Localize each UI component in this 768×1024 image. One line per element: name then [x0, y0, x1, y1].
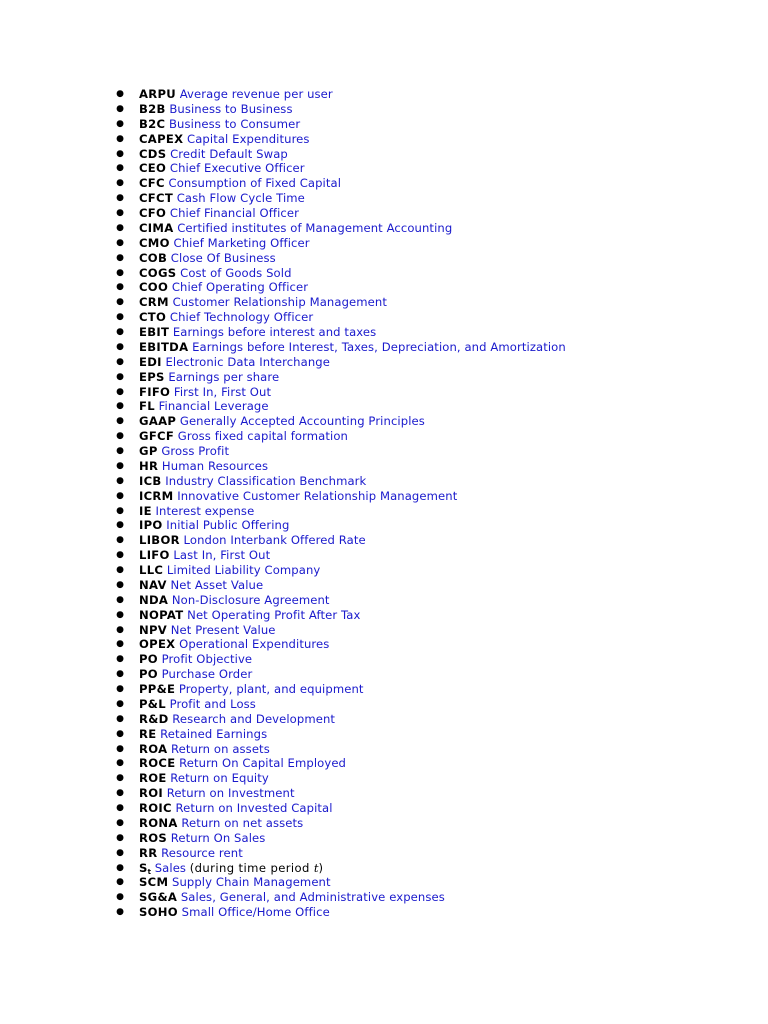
acronym-definition-link[interactable]: Earnings before interest and taxes: [172, 325, 377, 339]
acronym-definition-link[interactable]: Average revenue per user: [179, 87, 333, 101]
acronym-abbreviation: ROCE: [139, 756, 176, 771]
acronym-entry: [139, 147, 288, 162]
acronym-item: [114, 875, 754, 890]
acronym-item: [114, 637, 754, 652]
acronym-item: [114, 399, 754, 414]
acronym-definition-link[interactable]: Business to Business: [169, 101, 293, 116]
acronym-abbreviation: CTO: [139, 310, 167, 325]
acronym-abbreviation: PP&E: [139, 682, 176, 696]
acronym-item: [114, 147, 754, 162]
acronym-entry: [139, 801, 333, 816]
acronym-item: [114, 266, 754, 281]
bullet-icon: ●: [116, 728, 124, 739]
bullet-icon: ●: [116, 773, 124, 784]
acronym-item: [114, 251, 754, 266]
acronym-definition-link[interactable]: Last In, First Out: [173, 548, 271, 563]
bullet-icon: ●: [116, 222, 124, 233]
acronym-abbreviation: NOPAT: [139, 607, 184, 622]
acronym-definition-link[interactable]: Return on net assets: [181, 815, 304, 830]
acronym-abbreviation: RE: [139, 726, 157, 741]
acronym-definition-link[interactable]: Sales: [154, 860, 187, 875]
acronym-item: [114, 682, 754, 697]
bullet-icon: ●: [116, 237, 124, 248]
acronym-abbreviation: CFCT: [139, 191, 174, 206]
acronym-abbreviation: LIFO: [139, 548, 170, 563]
acronym-suffix: (during time period: [189, 860, 314, 875]
bullet-icon: ●: [116, 118, 124, 129]
bullet-icon: ●: [116, 446, 124, 456]
acronym-definition-link[interactable]: Resource rent: [161, 845, 243, 860]
bullet-icon: ●: [116, 654, 124, 665]
acronym-abbreviation: PO: [139, 667, 158, 682]
acronym-item: [114, 623, 754, 638]
acronym-entry: [139, 459, 268, 474]
acronym-abbreviation: FL: [139, 399, 155, 414]
acronym-abbreviation: HR: [139, 458, 159, 473]
acronym-abbreviation: CAPEX: [139, 131, 184, 146]
acronym-definition-link[interactable]: Net Operating Profit After Tax: [187, 607, 361, 622]
bullet-icon: ●: [116, 267, 124, 278]
acronym-abbreviation: ROIC: [139, 801, 172, 815]
acronym-entry: [139, 831, 265, 846]
acronym-item: [114, 548, 754, 563]
bullet-icon: ●: [116, 89, 124, 99]
acronym-abbreviation: COO: [139, 280, 169, 295]
acronym-definition-link[interactable]: Initial Public Offering: [166, 518, 290, 533]
acronym-item: [114, 474, 754, 489]
acronym-entry: [139, 191, 305, 206]
acronym-item: [114, 861, 754, 876]
acronym-definition-link[interactable]: Return On Sales: [170, 830, 266, 845]
acronym-entry: [139, 712, 335, 727]
acronym-entry: [139, 132, 310, 147]
acronym-definition-link[interactable]: London Interbank Offered Rate: [183, 533, 366, 548]
acronym-definition-link[interactable]: Purchase Order: [161, 667, 253, 682]
bullet-icon: ●: [116, 684, 124, 694]
acronym-item: [114, 742, 754, 757]
bullet-icon: ●: [116, 297, 124, 308]
acronym-abbreviation: COGS: [139, 265, 177, 280]
acronym-abbreviation: NDA: [139, 592, 169, 607]
acronym-definition-link[interactable]: Chief Marketing Officer: [173, 235, 310, 250]
acronym-abbreviation: CEO: [139, 161, 167, 176]
bullet-icon: ●: [116, 847, 124, 858]
acronym-entry: [139, 593, 330, 608]
acronym-entry: [139, 875, 331, 890]
acronym-definition-link[interactable]: Customer Relationship Management: [172, 295, 387, 310]
acronym-abbreviation: SOHO: [139, 905, 178, 920]
acronym-definition-link[interactable]: Profit Objective: [161, 652, 253, 667]
acronym-definition-link[interactable]: Small Office/Home Office: [181, 905, 330, 920]
acronym-entry: [139, 667, 252, 682]
acronym-definition-link[interactable]: Chief Executive Officer: [169, 161, 305, 176]
acronym-abbreviation: B2B: [139, 101, 166, 116]
bullet-icon: ●: [116, 817, 124, 828]
bullet-icon: ●: [116, 431, 124, 442]
acronym-item: [114, 816, 754, 831]
acronym-abbreviation: OPEX: [139, 637, 176, 652]
acronym-abbreviation: ROE: [139, 771, 167, 786]
bullet-icon: ●: [116, 148, 124, 159]
acronym-item: [114, 355, 754, 370]
acronym-item: [114, 280, 754, 295]
acronym-entry: [139, 176, 341, 191]
acronym-definition-link[interactable]: Retained Earnings: [160, 726, 268, 741]
acronym-item: [114, 786, 754, 801]
bullet-icon: ●: [116, 208, 124, 218]
acronym-abbreviation: EBIT: [139, 325, 170, 339]
acronym-item: [114, 295, 754, 310]
acronym-item: [114, 385, 754, 400]
acronym-item: [114, 905, 754, 920]
acronym-definition-link[interactable]: Cost of Goods Sold: [180, 265, 292, 280]
acronym-definition-link[interactable]: Capital Expenditures: [187, 131, 310, 146]
bullet-icon: ●: [116, 832, 124, 843]
acronym-entry: [139, 429, 348, 444]
acronym-item: [114, 563, 754, 578]
bullet-icon: ●: [116, 565, 124, 575]
bullet-icon: ●: [116, 386, 124, 397]
acronym-item: [114, 489, 754, 504]
acronym-abbreviation: PO: [139, 652, 158, 667]
acronym-entry: [139, 221, 452, 236]
acronym-definition-link[interactable]: Limited Liability Company: [166, 563, 321, 577]
bullet-icon: ●: [116, 862, 124, 873]
acronym-item: [114, 504, 754, 519]
bullet-icon: ●: [116, 163, 124, 174]
acronym-entry: [139, 370, 279, 385]
acronym-definition-link[interactable]: Chief Technology Officer: [169, 310, 314, 325]
bullet-icon: ●: [116, 907, 124, 918]
acronym-item: [114, 87, 754, 102]
bullet-icon: ●: [116, 520, 124, 531]
acronym-entry: [139, 87, 333, 102]
bullet-icon: ●: [116, 178, 124, 189]
acronym-abbreviation: IE: [139, 503, 152, 518]
acronym-definition-link[interactable]: Return On Capital Employed: [179, 756, 347, 771]
bullet-icon: ●: [116, 743, 124, 754]
acronym-entry: [139, 280, 308, 295]
acronym-abbreviation: ICRM: [139, 488, 174, 503]
bullet-icon: ●: [116, 594, 124, 605]
bullet-icon: ●: [116, 579, 124, 590]
bullet-icon: ●: [116, 401, 124, 412]
acronym-item: [114, 801, 754, 816]
bullet-icon: ●: [116, 312, 124, 323]
bullet-icon: ●: [116, 252, 124, 263]
acronym-abbreviation: RR: [139, 845, 158, 860]
acronym-entry: [139, 786, 295, 801]
acronym-entry: [139, 117, 300, 132]
acronym-abbreviation: ICB: [139, 473, 162, 488]
acronym-entry: [139, 385, 271, 400]
acronym-abbreviation: S: [139, 860, 148, 875]
acronym-item: [114, 712, 754, 727]
acronym-item: [114, 414, 754, 429]
acronym-definition-link[interactable]: Property, plant, and equipment: [178, 682, 364, 696]
bullet-icon: ●: [116, 475, 124, 486]
acronym-item: [114, 161, 754, 176]
acronym-definition-link[interactable]: Chief Financial Officer: [169, 206, 299, 220]
acronym-definition-link[interactable]: First In, First Out: [173, 384, 272, 399]
bullet-icon: ●: [116, 609, 124, 620]
acronym-abbreviation: SG&A: [139, 890, 178, 905]
acronym-definition-link[interactable]: Industry Classification Benchmark: [165, 473, 367, 488]
acronym-definition-link[interactable]: Consumption of Fixed Capital: [168, 176, 342, 191]
acronym-abbreviation: CMO: [139, 235, 170, 250]
acronym-item: [114, 697, 754, 712]
acronym-abbreviation: CFC: [139, 176, 165, 191]
acronym-item: [114, 325, 754, 340]
bullet-icon: ●: [116, 713, 124, 724]
acronym-item: [114, 890, 754, 905]
acronym-entry: [139, 444, 229, 459]
acronym-definition-link[interactable]: Cash Flow Cycle Time: [176, 191, 305, 206]
acronym-entry: [139, 414, 425, 429]
acronym-abbreviation: CIMA: [139, 220, 174, 235]
bullet-icon: ●: [116, 282, 124, 293]
acronym-definition-link[interactable]: Net Present Value: [170, 622, 276, 637]
bullet-icon: ●: [116, 416, 124, 427]
bullet-icon: ●: [116, 758, 124, 769]
acronym-subscript: t: [147, 867, 152, 876]
acronym-entry: [139, 340, 566, 355]
acronym-entry: [139, 727, 267, 742]
acronym-item: [114, 206, 754, 221]
acronym-entry: [139, 756, 346, 771]
acronym-abbreviation: RONA: [139, 815, 178, 830]
acronym-definition-link[interactable]: Chief Operating Officer: [171, 280, 309, 295]
acronym-definition-link[interactable]: Business to Consumer: [169, 116, 301, 131]
acronym-definition-link[interactable]: Generally Accepted Accounting Principles: [179, 414, 425, 429]
acronym-abbreviation: CFO: [139, 206, 167, 220]
acronym-definition-link[interactable]: Return on Equity: [170, 771, 269, 786]
acronym-abbreviation: CRM: [139, 295, 169, 310]
acronym-entry: [139, 206, 299, 221]
acronym-abbreviation: FIFO: [139, 384, 171, 399]
acronym-entry: [139, 251, 276, 266]
acronym-entry: [139, 295, 387, 310]
acronym-entry: [139, 890, 445, 905]
acronym-abbreviation: SCM: [139, 875, 169, 890]
bullet-icon: ●: [116, 639, 124, 650]
acronym-suffix-variable: t: [313, 860, 319, 875]
bullet-icon: ●: [116, 103, 124, 114]
acronym-abbreviation: GP: [139, 444, 158, 458]
acronym-definition-link[interactable]: Earnings per share: [168, 369, 280, 384]
acronym-definition-link[interactable]: Research and Development: [172, 711, 336, 726]
acronym-entry: [139, 608, 360, 623]
acronym-definition-link[interactable]: Sales, General, and Administrative expenses: [180, 890, 445, 905]
bullet-icon: ●: [116, 133, 124, 144]
acronym-item: [114, 459, 754, 474]
acronym-abbreviation: B2C: [139, 116, 166, 131]
acronym-entry: [139, 489, 457, 504]
acronym-definition-link[interactable]: Human Resources: [161, 458, 269, 473]
acronym-item: [114, 444, 754, 459]
acronym-definition-link[interactable]: Innovative Customer Relationship Management: [177, 488, 458, 503]
bullet-icon: ●: [116, 505, 124, 516]
acronym-definition-link[interactable]: Supply Chain Management: [171, 875, 331, 890]
acronym-entry: [139, 548, 270, 563]
bullet-icon: ●: [116, 535, 124, 546]
acronym-item: [114, 593, 754, 608]
acronym-entry: [139, 771, 269, 786]
acronym-entry: [139, 518, 289, 533]
acronym-abbreviation: NAV: [139, 577, 167, 592]
acronym-item: [114, 667, 754, 682]
bullet-icon: ●: [116, 490, 124, 501]
acronym-entry: [139, 355, 330, 370]
acronym-suffix-end: ): [318, 860, 324, 875]
acronym-abbreviation: COB: [139, 250, 168, 265]
acronym-item: [114, 340, 754, 355]
acronym-abbreviation: GAAP: [139, 414, 177, 429]
acronym-abbreviation: ROA: [139, 741, 168, 756]
acronym-definition-link[interactable]: Return on Invested Capital: [175, 801, 333, 815]
acronym-definition-link[interactable]: Interest expense: [155, 503, 255, 518]
bullet-icon: ●: [116, 327, 124, 337]
acronym-abbreviation: GFCF: [139, 429, 175, 444]
acronym-item: [114, 756, 754, 771]
acronym-definition-link[interactable]: Financial Leverage: [158, 399, 269, 414]
bullet-icon: ●: [116, 356, 124, 367]
acronym-definition-link[interactable]: Operational Expenditures: [179, 637, 330, 652]
acronym-definition-link[interactable]: Earnings before Interest, Taxes, Depreciation, and Amortization: [192, 339, 566, 354]
acronym-definition-link[interactable]: Return on Investment: [166, 786, 295, 801]
acronym-entry: [139, 742, 270, 757]
acronym-definition-link[interactable]: Credit Default Swap: [170, 146, 288, 161]
acronym-entry: [139, 474, 366, 489]
acronym-entry: [139, 637, 329, 652]
bullet-icon: ●: [116, 193, 124, 204]
bullet-icon: ●: [116, 877, 124, 888]
acronym-item: [114, 578, 754, 593]
acronym-abbreviation: NPV: [139, 622, 168, 637]
acronym-entry: [139, 161, 305, 176]
acronym-item: [114, 846, 754, 861]
acronym-entry: [139, 504, 254, 519]
acronym-definition-link[interactable]: Gross Profit: [161, 444, 230, 458]
acronym-entry: [139, 846, 243, 861]
acronym-abbreviation: EPS: [139, 369, 165, 384]
acronym-definition-link[interactable]: Electronic Data Interchange: [165, 354, 330, 369]
acronym-entry: [139, 623, 276, 638]
acronym-item: [114, 771, 754, 786]
acronym-item: [114, 176, 754, 191]
acronym-item: [114, 831, 754, 846]
acronym-item: [114, 518, 754, 533]
acronym-item: [114, 533, 754, 548]
acronym-item: [114, 727, 754, 742]
acronym-item: [114, 102, 754, 117]
bullet-icon: ●: [116, 371, 124, 382]
bullet-icon: ●: [116, 803, 124, 813]
acronym-entry: [139, 578, 263, 593]
acronym-item: [114, 310, 754, 325]
acronym-item: [114, 117, 754, 132]
acronym-definition-link[interactable]: Gross fixed capital formation: [177, 429, 348, 444]
acronym-abbreviation: R&D: [139, 711, 169, 726]
acronym-abbreviation: ARPU: [139, 87, 177, 101]
acronym-definition-link[interactable]: Close Of Business: [170, 250, 276, 265]
bullet-icon: ●: [116, 698, 124, 709]
acronym-entry: [139, 310, 313, 325]
acronym-abbreviation: EBITDA: [139, 339, 189, 354]
acronym-entry: [139, 682, 364, 697]
acronym-item: [114, 221, 754, 236]
acronym-abbreviation: P&L: [139, 696, 166, 711]
acronym-entry: [139, 563, 320, 578]
bullet-icon: ●: [116, 669, 124, 680]
acronym-abbreviation: ROS: [139, 830, 168, 845]
bullet-icon: ●: [116, 788, 124, 799]
acronym-abbreviation: LLC: [139, 563, 164, 577]
acronym-definition-link[interactable]: Return on assets: [171, 741, 270, 756]
acronym-abbreviation: EDI: [139, 354, 162, 369]
acronym-abbreviation: IPO: [139, 518, 163, 533]
acronym-item: [114, 370, 754, 385]
acronym-abbreviation: LIBOR: [139, 533, 180, 548]
acronym-definition-link[interactable]: Net Asset Value: [170, 577, 264, 592]
acronym-entry: [139, 266, 292, 281]
acronym-entry: [139, 652, 252, 667]
acronym-item: [114, 132, 754, 147]
bullet-icon: ●: [116, 624, 124, 635]
acronym-entry: [139, 533, 366, 548]
acronym-item: [114, 608, 754, 623]
acronym-item: [114, 652, 754, 667]
acronym-item: [114, 191, 754, 206]
acronym-entry: [139, 102, 293, 117]
acronym-definition-link[interactable]: Certified institutes of Management Accounting: [177, 220, 453, 235]
acronym-definition-link[interactable]: Non-Disclosure Agreement: [171, 592, 330, 607]
acronym-entry: [139, 905, 330, 920]
acronym-item: [114, 236, 754, 251]
acronym-definition-link[interactable]: Profit and Loss: [169, 696, 256, 711]
acronym-entry: [139, 697, 256, 712]
acronym-abbreviation: CDS: [139, 146, 167, 161]
bullet-icon: ●: [116, 892, 124, 903]
acronym-entry: [139, 236, 310, 251]
acronym-entry: [139, 399, 269, 414]
acronym-entry: [139, 816, 303, 831]
acronym-abbreviation: ROI: [139, 786, 163, 801]
acronym-item: [114, 429, 754, 444]
acronym-list: [114, 87, 754, 920]
acronym-entry: [139, 325, 376, 340]
bullet-icon: ●: [116, 550, 124, 561]
bullet-icon: ●: [116, 341, 124, 352]
bullet-icon: ●: [116, 460, 124, 471]
